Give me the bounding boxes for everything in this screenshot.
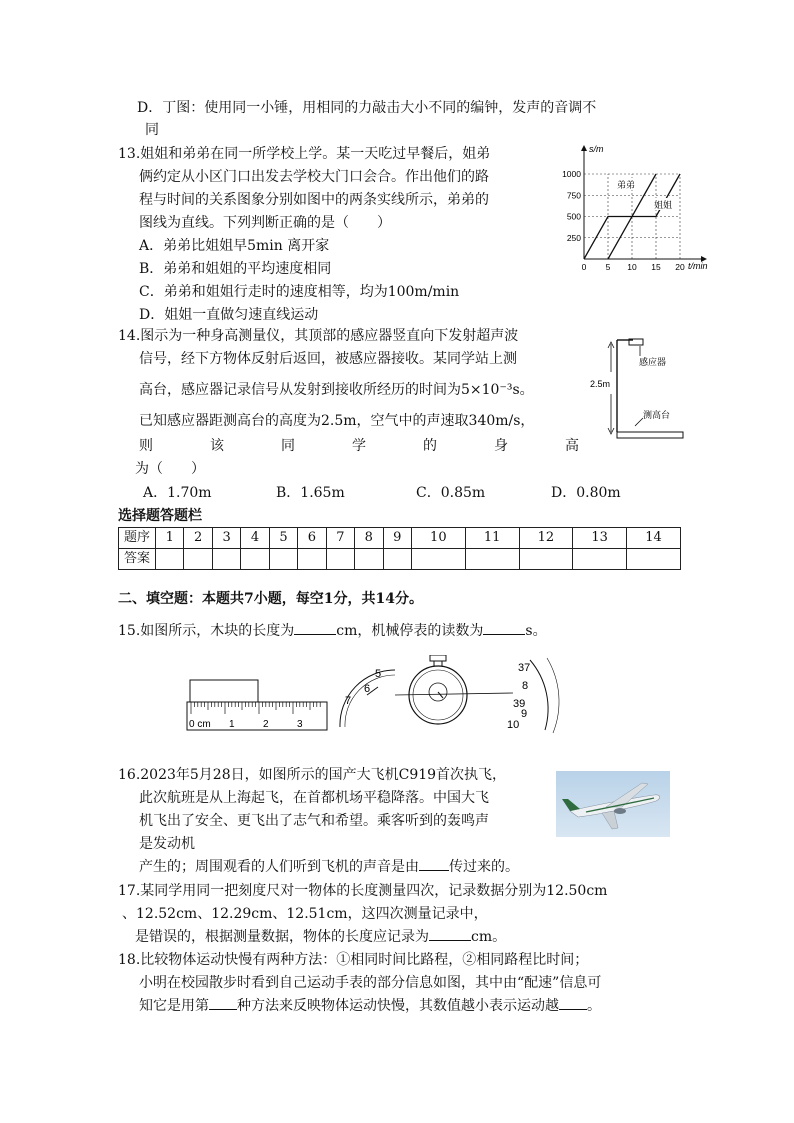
q13-stem-3: 程与时间的关系图象分别如图中的两条实线所示，弟弟的	[139, 192, 489, 208]
y-tick-label: 250	[566, 232, 581, 243]
table-cell: 1	[156, 528, 184, 549]
q16-text-b: 传过来的。	[449, 859, 519, 875]
airplane-photo	[556, 771, 670, 837]
series-label-brother: 弟弟	[617, 180, 636, 190]
table-cell: 14	[627, 528, 681, 549]
table-cell: 13	[573, 528, 627, 549]
table-cell: 题序	[119, 528, 156, 549]
q18-text-b: 种方法来反映物体运动快慢，其数值越小表示运动越	[237, 998, 559, 1014]
q14-stem-6: 为（ ）	[135, 461, 205, 477]
q13-stem-2: 俩约定从小区门口出发去学校大门口会合。作出他们的路	[139, 169, 489, 185]
small-dial-6: 6	[364, 683, 371, 695]
answer-table	[118, 527, 681, 570]
q12-option-d-cont: 同	[145, 122, 159, 138]
platform-label: 测高台	[643, 410, 671, 420]
table-cell: 2	[184, 528, 212, 549]
x-tick-label: 0	[581, 262, 587, 272]
ruler-label-3: 3	[297, 719, 303, 730]
platform	[617, 432, 683, 438]
answer-cell[interactable]	[156, 549, 184, 570]
q14-option-d: D．0.80m	[551, 485, 621, 501]
answer-cell[interactable]	[269, 549, 297, 570]
q18-text-c: 。	[587, 998, 601, 1014]
q18-blank-1[interactable]	[209, 995, 237, 1010]
q16-stem-3: 机飞出了安全、更飞出了志气和希望。乘客听到的轰鸣声	[139, 813, 489, 829]
q14-stem-5	[139, 435, 579, 457]
table-row	[119, 549, 681, 570]
y-tick-label: 750	[566, 190, 581, 201]
q16-blank[interactable]	[419, 856, 449, 871]
ruler-label-1: 1	[229, 719, 235, 730]
answer-cell[interactable]	[627, 549, 681, 570]
q18-blank-2[interactable]	[559, 995, 587, 1010]
answer-cell[interactable]	[241, 549, 269, 570]
large-dial-10: 10	[507, 719, 520, 731]
q13-option-a: A．弟弟比姐姐早5min 离开家	[139, 238, 330, 254]
q14-stem-3: 高台，感应器记录信号从发射到接收所经历的时间为5×10⁻³s。	[139, 382, 534, 398]
q18-stem-1: 18.比较物体运动快慢有两种方法：①相同时间比路程，②相同路程比时间；	[118, 952, 589, 968]
large-dial-39: 39	[513, 698, 526, 710]
q14-word: 则	[139, 438, 153, 454]
q16-text-a: 产生的；周围观看的人们听到飞机的声音是由	[139, 859, 419, 875]
stopwatch-button	[430, 655, 446, 661]
table-cell: 12	[519, 528, 573, 549]
answer-cell[interactable]	[298, 549, 326, 570]
y-tick-label: 1000	[562, 169, 581, 179]
q14-option-a: A．1.70m	[143, 485, 212, 501]
sensor-label: 感应器	[639, 357, 667, 367]
x-tick-label: 10	[627, 262, 637, 272]
table-cell: 6	[298, 528, 326, 549]
q14-word: 高	[565, 438, 579, 454]
q14-stem-1: 14.图示为一种身高测量仪，其顶部的感应器竖直向下发射超声波	[118, 328, 519, 344]
q13-option-b: B．弟弟和姐姐的平均速度相同	[139, 261, 332, 277]
answer-cell[interactable]	[184, 549, 212, 570]
st-graph	[560, 140, 720, 275]
height-label: 2.5m	[590, 379, 611, 389]
answer-cell[interactable]	[465, 549, 519, 570]
table-cell: 8	[355, 528, 383, 549]
x-tick-label: 20	[675, 262, 685, 272]
large-dial-arc	[530, 660, 548, 730]
table-cell: 11	[465, 528, 519, 549]
wood-block	[190, 680, 258, 702]
section-title: 二、填空题：本题共7小题，每空1分，共14分。	[118, 591, 423, 607]
q14-stem-4: 已知感应器距测高台的高度为2.5m，空气中的声速取340m/s，	[139, 413, 535, 429]
q17-stem-2: 、12.52cm、12.29cm、12.51cm，这四次测量记录中，	[122, 906, 488, 922]
q14-word: 的	[423, 438, 437, 454]
x-tick-label: 5	[605, 262, 611, 272]
x-tick-label: 15	[651, 262, 661, 272]
x-axis-label: t/min	[688, 261, 708, 271]
table-cell: 答案	[119, 549, 156, 570]
answer-cell[interactable]	[212, 549, 240, 570]
answer-cell[interactable]	[573, 549, 627, 570]
q14-word: 同	[281, 438, 295, 454]
large-dial-8: 8	[522, 680, 529, 692]
q15-text-c: s。	[525, 623, 547, 639]
ruler-stopwatch-figure	[185, 655, 565, 735]
q14-option-c: C．0.85m	[416, 485, 486, 501]
q18-text-a: 知它是用第	[139, 998, 209, 1014]
y-axis-label: s/m	[589, 144, 604, 154]
q13-stem-4: 图线为直线。下列判断正确的是（ ）	[139, 215, 391, 231]
answer-cell[interactable]	[326, 549, 354, 570]
y-tick-label: 500	[566, 211, 581, 222]
table-cell: 3	[212, 528, 240, 549]
q18-stem-2: 小明在校园散步时看到自己运动手表的部分信息如图，其中由“配速”信息可	[139, 975, 602, 991]
small-dial-5: 5	[375, 668, 382, 680]
table-cell: 5	[269, 528, 297, 549]
q17-text-a: 是错误的，根据测量数据，物体的长度应记录为	[135, 929, 429, 945]
q14-word: 该	[210, 438, 224, 454]
q15-stem	[118, 620, 547, 642]
q15-text-b: cm，机械停表的读数为	[336, 623, 484, 639]
q14-word: 身	[494, 438, 508, 454]
q17-stem-1: 17.某同学用同一把刻度尺对一物体的长度测量四次，记录数据分别为12.50cm	[118, 883, 608, 899]
q14-word: 学	[352, 438, 366, 454]
series-label-sister: 姐姐	[654, 200, 673, 210]
q12-option-d: D．丁图：使用同一小锤，用相同的力敲击大小不同的编钟，发声的音调不	[137, 100, 597, 116]
q18-stem-3	[139, 995, 601, 1017]
q16-stem-4: 是发动机	[139, 836, 195, 852]
answer-cell[interactable]	[519, 549, 573, 570]
q16-stem-5	[139, 856, 519, 878]
q16-stem-1: 16.2023年5月28日，如图所示的国产大飞机C919首次执飞，	[118, 767, 507, 783]
table-cell: 4	[241, 528, 269, 549]
q13-option-d: D．姐姐一直做匀速直线运动	[139, 307, 319, 323]
table-row	[119, 528, 681, 549]
q15-blank-2[interactable]	[483, 620, 525, 635]
q14-option-b: B．1.65m	[276, 485, 345, 501]
table-cell: 9	[383, 528, 411, 549]
table-cell: 10	[411, 528, 465, 549]
q13-stem-1: 13.姐姐和弟弟在同一所学校上学。某一天吃过早餐后，姐弟	[118, 146, 491, 162]
q17-blank[interactable]	[429, 926, 471, 941]
answer-cell[interactable]	[355, 549, 383, 570]
large-dial-37: 37	[518, 662, 531, 674]
table-cell: 7	[326, 528, 354, 549]
q14-stem-2: 信号，经下方物体反射后返回，被感应器接收。某同学站上测	[139, 351, 517, 367]
q15-text-a: 15.如图所示，木块的长度为	[118, 623, 295, 639]
q17-stem-3	[135, 926, 506, 948]
q15-blank-1[interactable]	[294, 620, 336, 635]
q17-text-b: cm。	[471, 929, 507, 945]
answer-table-title: 选择题答题栏	[118, 508, 202, 524]
large-dial-9: 9	[521, 708, 528, 720]
answer-cell[interactable]	[411, 549, 465, 570]
answer-cell[interactable]	[383, 549, 411, 570]
height-meter-figure	[585, 332, 690, 444]
ruler-label-0: 0 cm	[189, 719, 211, 730]
q16-stem-2: 此次航班是从上海起飞，在首都机场平稳降落。中国大飞	[139, 790, 489, 806]
ruler-label-2: 2	[263, 719, 269, 730]
small-dial-7: 7	[345, 695, 352, 707]
q13-option-c: C．弟弟和姐姐行走时的速度相等，均为100m/min	[139, 284, 460, 300]
